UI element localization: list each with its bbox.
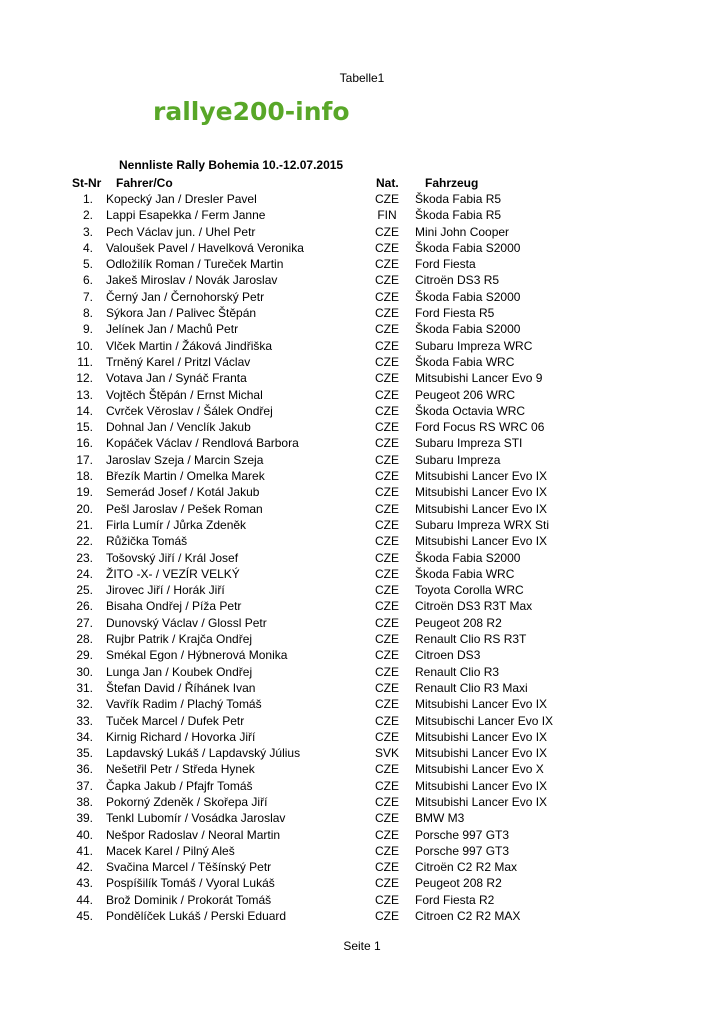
driver-codriver-cell: Tenkl Lubomír / Vosádka Jaroslav [106, 811, 286, 826]
nationality-cell: CZE [375, 729, 399, 744]
start-number-cell: 43. [76, 876, 93, 891]
table-row [0, 435, 724, 451]
nationality-cell: CZE [375, 436, 399, 451]
vehicle-cell: Mitsubishi Lancer Evo IX [415, 697, 548, 712]
start-number-cell: 38. [76, 794, 93, 809]
driver-codriver-cell: Černý Jan / Černohorský Petr [106, 289, 265, 304]
header-driver-codriver: Fahrer/Co [116, 176, 173, 190]
table-row [0, 598, 724, 614]
vehicle-cell: Porsche 997 GT3 [415, 827, 510, 842]
header-nationality: Nat. [376, 176, 399, 190]
vehicle-cell: Subaru Impreza STI [415, 436, 523, 451]
nationality-cell: CZE [375, 827, 399, 842]
start-number-cell: 21. [76, 517, 93, 532]
start-number-cell: 37. [76, 778, 93, 793]
vehicle-cell: Renault Clio R3 Maxi [415, 680, 528, 695]
table-row [0, 419, 724, 435]
start-number-cell: 16. [76, 436, 93, 451]
nationality-cell: CZE [375, 664, 399, 679]
table-row [0, 794, 724, 810]
driver-codriver-cell: Pondělíček Lukáš / Perski Eduard [106, 909, 287, 924]
table-row [0, 533, 724, 549]
nationality-cell: CZE [375, 566, 399, 581]
start-number-cell: 41. [76, 843, 93, 858]
start-number-cell: 7. [82, 289, 93, 304]
driver-codriver-cell: Semerád Josef / Kotál Jakub [106, 485, 260, 500]
table-row [0, 892, 724, 908]
start-number-cell: 12. [76, 371, 93, 386]
vehicle-cell: Mitsubishi Lancer Evo X [415, 762, 544, 777]
vehicle-cell: Citroen C2 R2 MAX [415, 909, 521, 924]
nationality-cell: CZE [375, 224, 399, 239]
start-number-cell: 36. [76, 762, 93, 777]
vehicle-cell: Mitsubishi Lancer Evo IX [415, 501, 548, 516]
table-row [0, 289, 724, 305]
driver-codriver-cell: Dunovský Václav / Glossl Petr [106, 615, 267, 630]
vehicle-cell: Mitsubishi Lancer Evo IX [415, 778, 548, 793]
vehicle-cell: Mitsubishi Lancer Evo 9 [415, 371, 543, 386]
driver-codriver-cell: Brož Dominik / Prokorát Tomáš [106, 892, 272, 907]
start-number-cell: 14. [76, 403, 93, 418]
start-number-cell: 42. [76, 860, 93, 875]
vehicle-cell: Subaru Impreza WRC [415, 338, 533, 353]
entry-list-title: Nennliste Rally Bohemia 10.-12.07.2015 [119, 158, 344, 172]
nationality-cell: CZE [375, 192, 399, 206]
driver-codriver-cell: Jelínek Jan / Machů Petr [106, 322, 239, 337]
sheet-name: Tabelle1 [339, 71, 385, 85]
start-number-cell: 31. [76, 680, 93, 695]
vehicle-cell: Mini John Cooper [415, 224, 510, 239]
driver-codriver-cell: Nešetřil Petr / Středa Hynek [106, 762, 255, 777]
vehicle-cell: Škoda Fabia R5 [415, 208, 502, 223]
vehicle-cell: Citroen DS3 [415, 648, 481, 663]
table-row [0, 647, 724, 663]
driver-codriver-cell: Lappi Esapekka / Ferm Janne [106, 208, 266, 223]
nationality-cell: FIN [377, 208, 397, 223]
nationality-cell: CZE [375, 615, 399, 630]
start-number-cell: 9. [82, 322, 93, 337]
table-row [0, 468, 724, 484]
nationality-cell: CZE [375, 420, 399, 435]
driver-codriver-cell: Kopecký Jan / Dresler Pavel [106, 192, 257, 206]
start-number-cell: 45. [76, 909, 93, 924]
driver-codriver-cell: Rujbr Patrik / Krajča Ondřej [106, 632, 253, 647]
start-number-cell: 23. [76, 550, 93, 565]
driver-codriver-cell: Votava Jan / Synáč Franta [106, 371, 247, 386]
table-row [0, 207, 724, 223]
table-row [0, 550, 724, 566]
table-row [0, 680, 724, 696]
start-number-cell: 39. [76, 811, 93, 826]
table-row [0, 224, 724, 240]
start-number-cell: 32. [76, 697, 93, 712]
page-footer: Seite 1 [343, 939, 381, 953]
nationality-cell: CZE [375, 403, 399, 418]
vehicle-cell: Mitsubishi Lancer Evo IX [415, 485, 548, 500]
driver-codriver-cell: Cvrček Věroslav / Šálek Ondřej [106, 403, 273, 418]
nationality-cell: CZE [375, 469, 399, 484]
start-number-cell: 44. [76, 892, 93, 907]
start-number-cell: 17. [76, 452, 93, 467]
table-row [0, 778, 724, 794]
nationality-cell: CZE [375, 338, 399, 353]
start-number-cell: 25. [76, 583, 93, 598]
start-number-cell: 8. [82, 306, 93, 321]
driver-codriver-cell: ŽITO -X- / VEZÍR VELKÝ [106, 566, 240, 581]
vehicle-cell: Subaru Impreza [415, 452, 501, 467]
driver-codriver-cell: Vojtěch Štěpán / Ernst Michal [106, 387, 263, 402]
vehicle-cell: BMW M3 [415, 811, 465, 826]
vehicle-cell: Škoda Octavia WRC [415, 403, 526, 418]
vehicle-cell: Mitsubishi Lancer Evo IX [415, 729, 548, 744]
logo-suffix: -info [284, 97, 350, 126]
table-row [0, 745, 724, 761]
vehicle-cell: Mitsubishi Lancer Evo IX [415, 794, 548, 809]
vehicle-cell: Renault Clio RS R3T [415, 632, 527, 647]
vehicle-cell: Porsche 997 GT3 [415, 843, 510, 858]
start-number-cell: 35. [76, 746, 93, 761]
vehicle-cell: Peugeot 206 WRC [415, 387, 516, 402]
driver-codriver-cell: Tošovský Jiří / Král Josef [106, 550, 239, 565]
driver-codriver-cell: Firla Lumír / Jůrka Zdeněk [106, 517, 247, 532]
table-row [0, 582, 724, 598]
table-row [0, 843, 724, 859]
table-row [0, 240, 724, 256]
table-row [0, 631, 724, 647]
vehicle-cell: Škoda Fabia WRC [415, 566, 515, 581]
table-row [0, 859, 724, 875]
driver-codriver-cell: Štefan David / Říhánek Ivan [106, 680, 256, 695]
table-row [0, 615, 724, 631]
table-row [0, 729, 724, 745]
driver-codriver-cell: Trněný Karel / Pritzl Václav [106, 354, 251, 369]
driver-codriver-cell: Jaroslav Szeja / Marcin Szeja [106, 452, 264, 467]
table-row [0, 256, 724, 272]
start-number-cell: 33. [76, 713, 93, 728]
header-vehicle: Fahrzeug [425, 176, 479, 190]
nationality-cell: CZE [375, 599, 399, 614]
start-number-cell: 4. [82, 240, 93, 255]
nationality-cell: CZE [375, 371, 399, 386]
vehicle-cell: Škoda Fabia WRC [415, 354, 515, 369]
nationality-cell: CZE [375, 860, 399, 875]
start-number-cell: 24. [76, 566, 93, 581]
driver-codriver-cell: Valoušek Pavel / Havelková Veronika [106, 240, 304, 255]
vehicle-cell: Peugeot 208 R2 [415, 615, 502, 630]
start-number-cell: 30. [76, 664, 93, 679]
nationality-cell: CZE [375, 534, 399, 549]
table-row [0, 370, 724, 386]
table-row [0, 338, 724, 354]
driver-codriver-cell: Tuček Marcel / Dufek Petr [106, 713, 245, 728]
driver-codriver-cell: Bisaha Ondřej / Píža Petr [106, 599, 242, 614]
vehicle-cell: Škoda Fabia S2000 [415, 322, 521, 337]
start-number-cell: 5. [82, 257, 93, 272]
nationality-cell: CZE [375, 697, 399, 712]
nationality-cell: CZE [375, 892, 399, 907]
driver-codriver-cell: Odložilík Roman / Tureček Martin [106, 257, 284, 272]
table-row [0, 387, 724, 403]
nationality-cell: CZE [375, 306, 399, 321]
nationality-cell: CZE [375, 273, 399, 288]
nationality-cell: CZE [375, 843, 399, 858]
table-row [0, 272, 724, 288]
nationality-cell: CZE [375, 289, 399, 304]
driver-codriver-cell: Březík Martin / Omelka Marek [106, 469, 265, 484]
driver-codriver-cell: Smékal Egon / Hýbnerová Monika [106, 648, 288, 663]
driver-codriver-cell: Vavřík Radim / Plachý Tomáš [106, 697, 262, 712]
nationality-cell: CZE [375, 240, 399, 255]
table-row [0, 354, 724, 370]
vehicle-cell: Subaru Impreza WRX Sti [415, 517, 550, 532]
vehicle-cell: Škoda Fabia S2000 [415, 289, 521, 304]
driver-codriver-cell: Pokorný Zdeněk / Skořepa Jiří [106, 794, 268, 809]
vehicle-cell: Renault Clio R3 [415, 664, 500, 679]
nationality-cell: CZE [375, 648, 399, 663]
vehicle-cell: Mitsubishi Lancer Evo IX [415, 469, 548, 484]
nationality-cell: CZE [375, 794, 399, 809]
driver-codriver-cell: Lapdavský Lukáš / Lapdavský Július [106, 746, 301, 761]
nationality-cell: CZE [375, 387, 399, 402]
driver-codriver-cell: Pech Václav jun. / Uhel Petr [106, 224, 256, 239]
start-number-cell: 15. [76, 420, 93, 435]
table-row [0, 664, 724, 680]
vehicle-cell: Ford Fiesta R5 [415, 306, 495, 321]
rallye200-logo [153, 97, 350, 126]
start-number-cell: 22. [76, 534, 93, 549]
nationality-cell: CZE [375, 713, 399, 728]
start-number-cell: 10. [76, 338, 93, 353]
nationality-cell: SVK [374, 746, 399, 761]
start-number-cell: 29. [76, 648, 93, 663]
start-number-cell: 40. [76, 827, 93, 842]
driver-codriver-cell: Lunga Jan / Koubek Ondřej [106, 664, 253, 679]
driver-codriver-cell: Jakeš Miroslav / Novák Jaroslav [106, 273, 278, 288]
table-row [0, 191, 724, 207]
vehicle-cell: Mitsubishi Lancer Evo IX [415, 746, 548, 761]
table-row [0, 566, 724, 582]
table-row [0, 517, 724, 533]
nationality-cell: CZE [375, 632, 399, 647]
nationality-cell: CZE [375, 452, 399, 467]
nationality-cell: CZE [375, 501, 399, 516]
table-row [0, 696, 724, 712]
table-row [0, 403, 724, 419]
nationality-cell: CZE [375, 876, 399, 891]
table-row [0, 321, 724, 337]
driver-codriver-cell: Vlček Martin / Žáková Jindřiška [106, 338, 273, 353]
vehicle-cell: Škoda Fabia S2000 [415, 240, 521, 255]
table-row [0, 810, 724, 826]
vehicle-cell: Škoda Fabia S2000 [415, 550, 521, 565]
table-row [0, 305, 724, 321]
vehicle-cell: Ford Focus RS WRC 06 [415, 420, 545, 435]
table-row [0, 875, 724, 891]
start-number-cell: 19. [76, 485, 93, 500]
driver-codriver-cell: Sýkora Jan / Palivec Štěpán [106, 306, 257, 321]
driver-codriver-cell: Macek Karel / Pilný Aleš [106, 843, 235, 858]
start-number-cell: 18. [76, 469, 93, 484]
vehicle-cell: Citroën DS3 R5 [415, 273, 500, 288]
nationality-cell: CZE [375, 354, 399, 369]
table-row [0, 501, 724, 517]
table-row [0, 713, 724, 729]
table-row [0, 908, 724, 924]
driver-codriver-cell: Dohnal Jan / Venclík Jakub [106, 420, 251, 435]
nationality-cell: CZE [375, 778, 399, 793]
nationality-cell: CZE [375, 322, 399, 337]
entry-list [0, 191, 724, 924]
start-number-cell: 13. [76, 387, 93, 402]
vehicle-cell: Škoda Fabia R5 [415, 192, 502, 206]
start-number-cell: 20. [76, 501, 93, 516]
start-number-cell: 2. [82, 208, 93, 223]
table-row [0, 827, 724, 843]
start-number-cell: 28. [76, 632, 93, 647]
driver-codriver-cell: Kopáček Václav / Rendlová Barbora [106, 436, 299, 451]
nationality-cell: CZE [375, 762, 399, 777]
vehicle-cell: Ford Fiesta R2 [415, 892, 495, 907]
logo-prefix: rallye200 [153, 97, 285, 126]
nationality-cell: CZE [375, 583, 399, 598]
driver-codriver-cell: Čapka Jakub / Pfajfr Tomáš [106, 778, 253, 793]
vehicle-cell: Citroën DS3 R3T Max [415, 599, 533, 614]
nationality-cell: CZE [375, 517, 399, 532]
start-number-cell: 6. [82, 273, 93, 288]
header-start-number: St-Nr [72, 176, 102, 190]
start-number-cell: 3. [82, 224, 93, 239]
nationality-cell: CZE [375, 909, 399, 924]
driver-codriver-cell: Růžička Tomáš [106, 534, 188, 549]
vehicle-cell: Ford Fiesta [415, 257, 476, 272]
driver-codriver-cell: Pešl Jaroslav / Pešek Roman [106, 501, 263, 516]
vehicle-cell: Citroën C2 R2 Max [415, 860, 518, 875]
table-row [0, 484, 724, 500]
nationality-cell: CZE [375, 485, 399, 500]
nationality-cell: CZE [375, 257, 399, 272]
driver-codriver-cell: Pospíšilík Tomáš / Vyoral Lukáš [106, 876, 275, 891]
vehicle-cell: Mitsubishi Lancer Evo IX [415, 534, 548, 549]
vehicle-cell: Mitsubischi Lancer Evo IX [415, 713, 554, 728]
nationality-cell: CZE [375, 811, 399, 826]
driver-codriver-cell: Jirovec Jiří / Horák Jiří [106, 583, 225, 598]
table-row [0, 452, 724, 468]
vehicle-cell: Peugeot 208 R2 [415, 876, 502, 891]
start-number-cell: 26. [76, 599, 93, 614]
driver-codriver-cell: Kirnig Richard / Hovorka Jiří [106, 729, 256, 744]
start-number-cell: 1. [82, 192, 93, 206]
start-number-cell: 27. [76, 615, 93, 630]
nationality-cell: CZE [375, 680, 399, 695]
nationality-cell: CZE [375, 550, 399, 565]
driver-codriver-cell: Svačina Marcel / Těšínský Petr [106, 860, 272, 875]
table-row [0, 761, 724, 777]
start-number-cell: 34. [76, 729, 93, 744]
vehicle-cell: Toyota Corolla WRC [415, 583, 524, 598]
driver-codriver-cell: Nešpor Radoslav / Neoral Martin [106, 827, 281, 842]
start-number-cell: 11. [77, 354, 93, 369]
